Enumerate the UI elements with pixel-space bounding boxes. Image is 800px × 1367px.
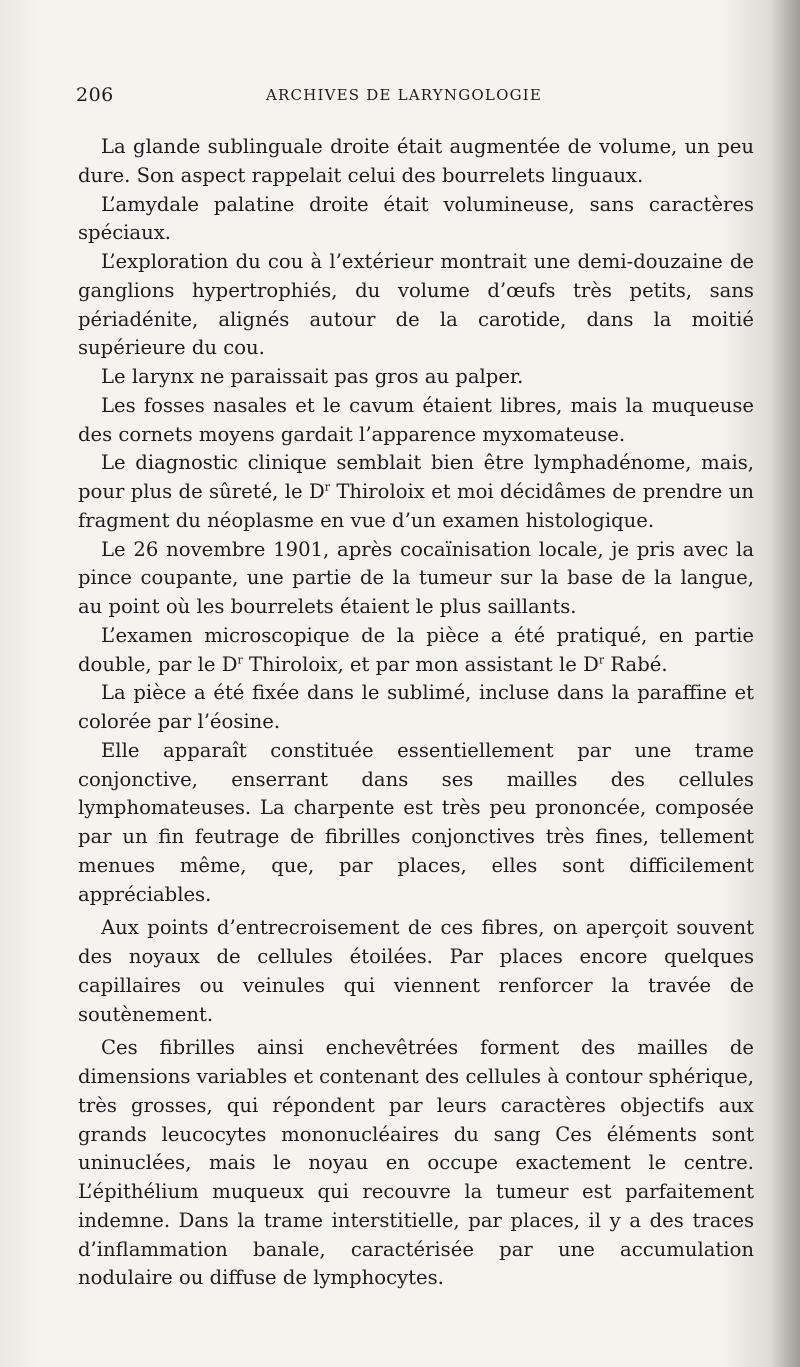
paragraph-nasal-fossae: Les fosses nasales et le cavum étaient libres, mais la muqueuse des cornets moyens gardait l’apparence myxomateuse. — [78, 393, 754, 446]
paragraph-neck-exploration: L’exploration du cou à l’extérieur montrait une demi-douzaine de ganglions hypertrophiés, du volume d’œufs très petits, sans périadénite, alignés autour de la carotide, dans la moitié supérieure du cou. — [78, 250, 754, 360]
paragraph-connective-frame: Elle apparaît constituée essentiellement par une trame conjonctive, enserrant dans ses mailles des cellules lymphomateuses. La charpente est très peu prononcée, composée par un fin feutrage de fibrilles conjonctives très fines, tellement menues même, que, par places, elles sont difficilement appréciables. — [78, 738, 754, 906]
paragraph-palatine-tonsil: L’amydale palatine droite était volumineuse, sans caractères spéciaux. — [78, 192, 754, 245]
paragraph-fixation: La pièce a été fixée dans le sublimé, incluse dans la paraffine et colorée par l’éosine. — [78, 681, 754, 733]
paragraph-sublingual-gland: La glande sublinguale droite était augmentée de volume, un peu dure. Son aspect rappelait celui des bourrelets linguaux. — [78, 135, 754, 187]
paragraph-crossing-points: Aux points d’entrecroisement de ces fibres, on aperçoit souvent des noyaux de cellules étoilées. Par places encore quelques capillaires ou veinules qui viennent renforcer la travée de soutènement. — [78, 916, 754, 1026]
page-number: 206 — [76, 84, 114, 106]
paragraph-biopsy-date: Le 26 novembre 1901, après cocaïnisation locale, je pris avec la pince coupante, une partie de la tumeur sur la base de la langue, au point où les bourrelets étaient le plus saillants. — [78, 537, 754, 618]
paragraph-microscopic-exam: L’examen microscopique de la pièce a été pratiqué, en partie double, par le $D^r$ Thiroloix, et par mon assistant le $D^r$ Rabé. — [78, 623, 754, 676]
page-header — [76, 84, 756, 108]
paragraph-fibril-meshes: Ces fibrilles ainsi enchevêtrées forment des mailles de dimensions variables et contenant des cellules à contour sphérique, très grosses, qui répondent par leurs caractères objectifs aux grands leucocytes mononucléaires du sang Ces éléments sont uninuclées, mais le noyau en occupe exactement le centre. L’épithélium muqueux qui recouvre la tumeur est parfaitement indemne. Dans la trame interstitielle, par places, il y a des traces d’inflammation banale, caractérisée par une accumulation nodulaire ou diffuse de lymphocytes. — [78, 1036, 754, 1290]
body-text — [78, 133, 754, 1293]
paragraph-larynx: Le larynx ne paraissait pas gros au palper. — [101, 365, 524, 388]
running-title: ARCHIVES DE LARYNGOLOGIE — [266, 86, 543, 104]
paragraph-clinical-diagnosis: Le diagnostic clinique semblait bien être lymphadénome, mais, pour plus de sûreté, le $D^r$ Thiroloix et moi décidâmes de prendre un fragment du néoplasme en vue d’un examen histologique. — [78, 451, 754, 532]
